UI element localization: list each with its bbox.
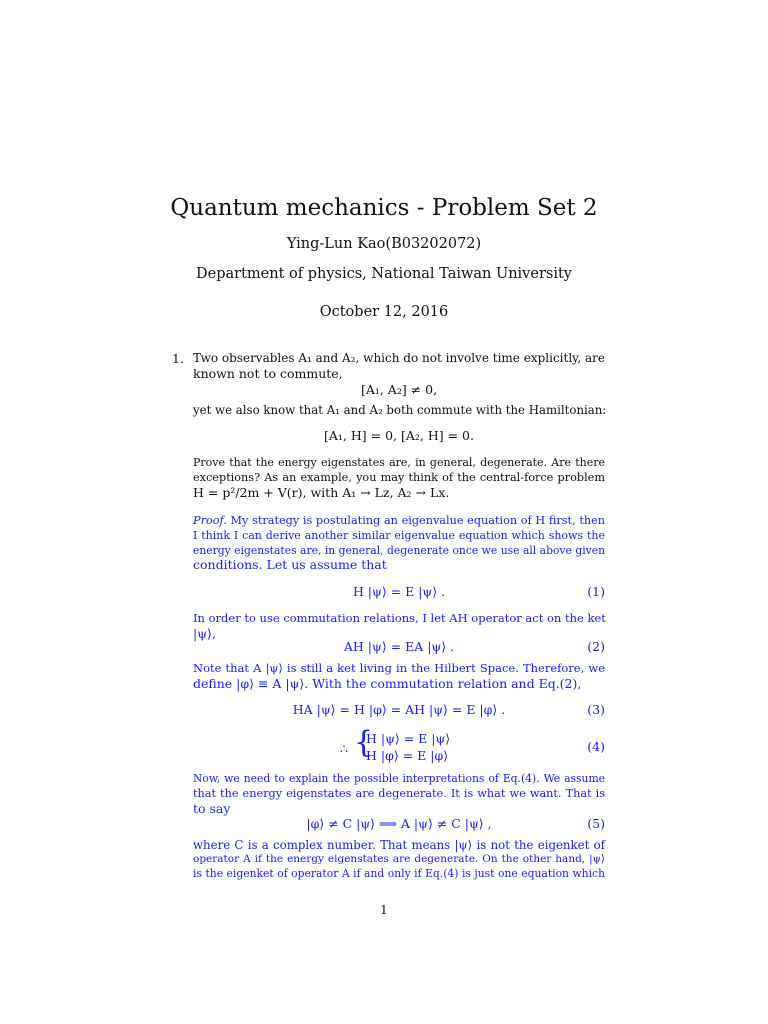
problem-text-line: yet we also know that A₁ and A₂ both commute with the Hamiltonian: [193,403,607,417]
page-number: 1 [380,903,388,917]
problem-text-line: H = p²/2m + V(r), with A₁ → Lz, A₂ → Lx. [193,485,450,500]
equation-4-number: (4) [587,739,605,754]
equation-commute: [A₁, H] = 0, [A₂, H] = 0. [324,428,474,443]
problem-text-line: Two observables A₁ and A₂, which do not involve time explicitly, are [193,351,605,365]
proof-text-line: is the eigenket of operator A if and only if Eq.(4) is just one equation which [193,867,605,880]
equation-1: H |ψ⟩ = E |ψ⟩ . [352,584,446,599]
problem-text-line: known not to commute, [193,366,343,381]
proof-text-line: operator A if the energy eigenstates are degenerate. On the other hand, |ψ⟩ [193,853,605,865]
proof-label: Proof. [193,514,227,527]
proof-first-line: My strategy is postulating an eigenvalue equation of H first, then [226,514,605,527]
equation-4-row-1: H |ψ⟩ = E |ψ⟩ [366,731,451,746]
problem-number: 1. [172,351,184,366]
author-name: Ying-Lun Kao(B03202072) [286,236,482,252]
affiliation: Department of physics, National Taiwan University [196,266,572,282]
proof-text-line: In order to use commutation relations, I let AH operator act on the ket [193,611,606,625]
problem-text-line: Prove that the energy eigenstates are, in general, degenerate. Are there [193,456,605,469]
equation-5-number: (5) [587,816,605,831]
proof-text-line: I think I can derive another similar eigenvalue equation which shows the [193,529,605,542]
equation-1-number: (1) [587,584,605,599]
proof-text-line: conditions. Let us assume that [193,557,387,572]
equation-2: AH |ψ⟩ = EA |ψ⟩ . [343,639,455,654]
equation-noncommute: [A₁, A₂] ≠ 0, [360,382,438,397]
left-brace: { [354,725,374,760]
document-date: October 12, 2016 [319,304,449,320]
equation-4-row-2: H |φ⟩ = E |φ⟩ [366,748,449,763]
proof-text-line: that the energy eigenstates are degenerate. It is what we want. That is [193,787,605,800]
proof-text-line: energy eigenstates are, in general, degenerate once we use all above given [193,544,605,557]
document-title: Quantum mechanics - Problem Set 2 [170,195,598,221]
proof-text-line: Note that A |ψ⟩ is still a ket living in the Hilbert Space. Therefore, we [193,661,605,675]
equation-3-number: (3) [587,702,605,717]
proof-text-line: Now, we need to explain the possible interpretations of Eq.(4). We assume [193,772,605,785]
proof-text-line: where C is a complex number. That means |ψ⟩ is not the eigenket of [193,838,605,852]
proof-text-line: |ψ⟩, [193,626,216,641]
equation-3: HA |ψ⟩ = H |φ⟩ = AH |ψ⟩ = E |φ⟩ . [292,702,506,717]
proof-text-line: define |φ⟩ ≡ A |ψ⟩. With the commutation relation and Eq.(2), [193,676,582,691]
equation-2-number: (2) [587,639,605,654]
equation-5: |φ⟩ ≠ C |ψ⟩ ⟹ A |ψ⟩ ≠ C |ψ⟩ , [306,816,492,831]
therefore-symbol: ∴ [340,741,348,756]
problem-text-line: exceptions? As an example, you may think of the central-force problem [193,471,605,484]
proof-text-line: to say [193,801,231,816]
proof-text-line [193,513,605,528]
